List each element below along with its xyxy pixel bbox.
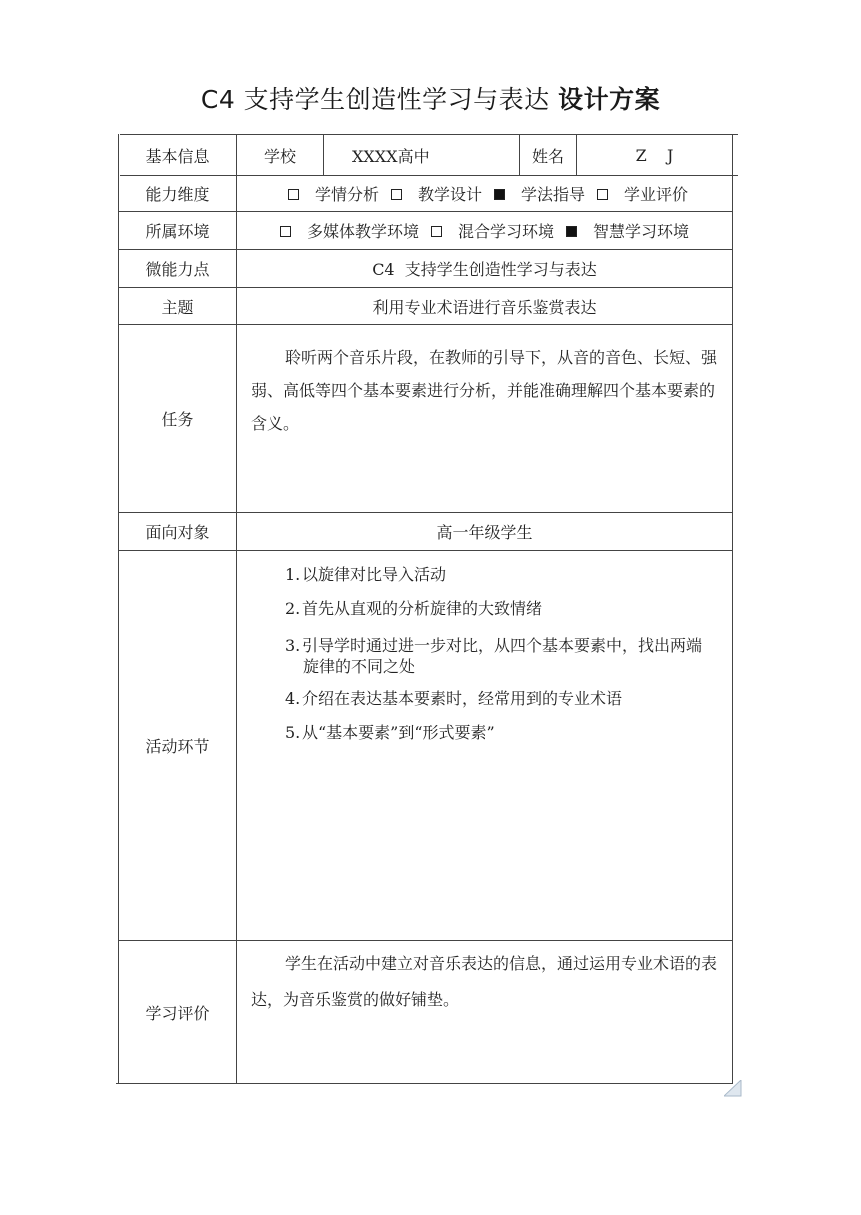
ability-options [288,176,732,211]
activity-item-number: 1. [285,565,301,584]
name-label: 姓名 [531,146,564,166]
ability-label: 能力维度 [145,185,210,204]
checkbox-checked-icon[interactable] [566,226,577,237]
ability-option[interactable]: 学法指导 [494,182,585,205]
activity-item [285,598,737,620]
micro-ability-label: 微能力点 [145,260,210,279]
environment-option[interactable]: 多媒体教学环境 [280,219,419,242]
activity-item [285,635,737,657]
activity-item-text: 从“基本要素”到“形式要素” [302,723,495,742]
theme-label: 主题 [161,297,194,317]
corner-fold-icon [724,1080,742,1097]
activity-item-number: 5. [285,723,301,742]
environment-options [280,212,732,249]
name-value: Z J [635,145,674,165]
evaluation-description: 学生在活动中建立对音乐表达的信息，通过运用专业术语的表达，为音乐鉴赏的做好铺垫。 [251,954,718,1009]
activity-item [285,688,737,710]
environment-option[interactable]: 智慧学习环境 [566,219,689,242]
checkbox-unchecked-icon[interactable] [391,189,402,200]
activity-item [285,722,737,744]
basic-info-label: 基本信息 [145,146,210,166]
activity-label: 活动环节 [145,737,210,756]
title-prefix: C4 支持学生创造性学习与表达 [200,85,550,114]
checkbox-checked-icon[interactable] [494,189,505,200]
activity-item-continuation: 旋律的不同之处 [303,657,416,676]
environment-option[interactable]: 混合学习环境 [431,219,554,242]
activity-item-text: 首先从直观的分析旋律的大致情绪 [302,599,543,618]
activity-item-text: 以旋律对比导入活动 [302,565,447,584]
evaluation-label: 学习评价 [145,1003,210,1023]
ability-option[interactable]: 教学设计 [391,182,482,205]
task-description: 聆听两个音乐片段，在教师的引导下，从音的音色、长短、强弱、高低等四个基本要素进行分析，并能准确理解四个基本要素的含义。 [251,348,718,433]
checkbox-unchecked-icon[interactable] [280,226,291,237]
school-label: 学校 [263,146,296,166]
school-value: XXXX高中 [352,146,430,166]
activity-item [285,564,737,586]
audience-label: 面向对象 [145,523,210,542]
theme-value: 利用专业术语进行音乐鉴赏表达 [372,297,597,317]
activity-item-number: 2. [285,599,301,618]
checkbox-unchecked-icon[interactable] [597,189,608,200]
activity-item-number: 4. [285,689,301,708]
activity-item-number: 3. [285,636,301,655]
audience-value: 高一年级学生 [436,523,533,542]
basic-info-divider [323,134,324,175]
environment-label: 所属环境 [145,222,210,241]
ability-option[interactable]: 学业评价 [597,182,688,205]
activity-item-text: 引导学时通过进一步对比，从四个基本要素中，找出两端 [302,636,703,655]
micro-ability-value: C4 支持学生创造性学习与表达 [372,260,597,279]
table-bottom-border [116,1083,732,1084]
ability-option[interactable]: 学情分析 [288,182,379,205]
title-suffix: 设计方案 [558,85,661,114]
checkbox-unchecked-icon[interactable] [288,189,299,200]
activity-item-text: 介绍在表达基本要素时，经常用到的专业术语 [302,689,623,708]
task-label: 任务 [161,410,194,429]
checkbox-unchecked-icon[interactable] [431,226,442,237]
